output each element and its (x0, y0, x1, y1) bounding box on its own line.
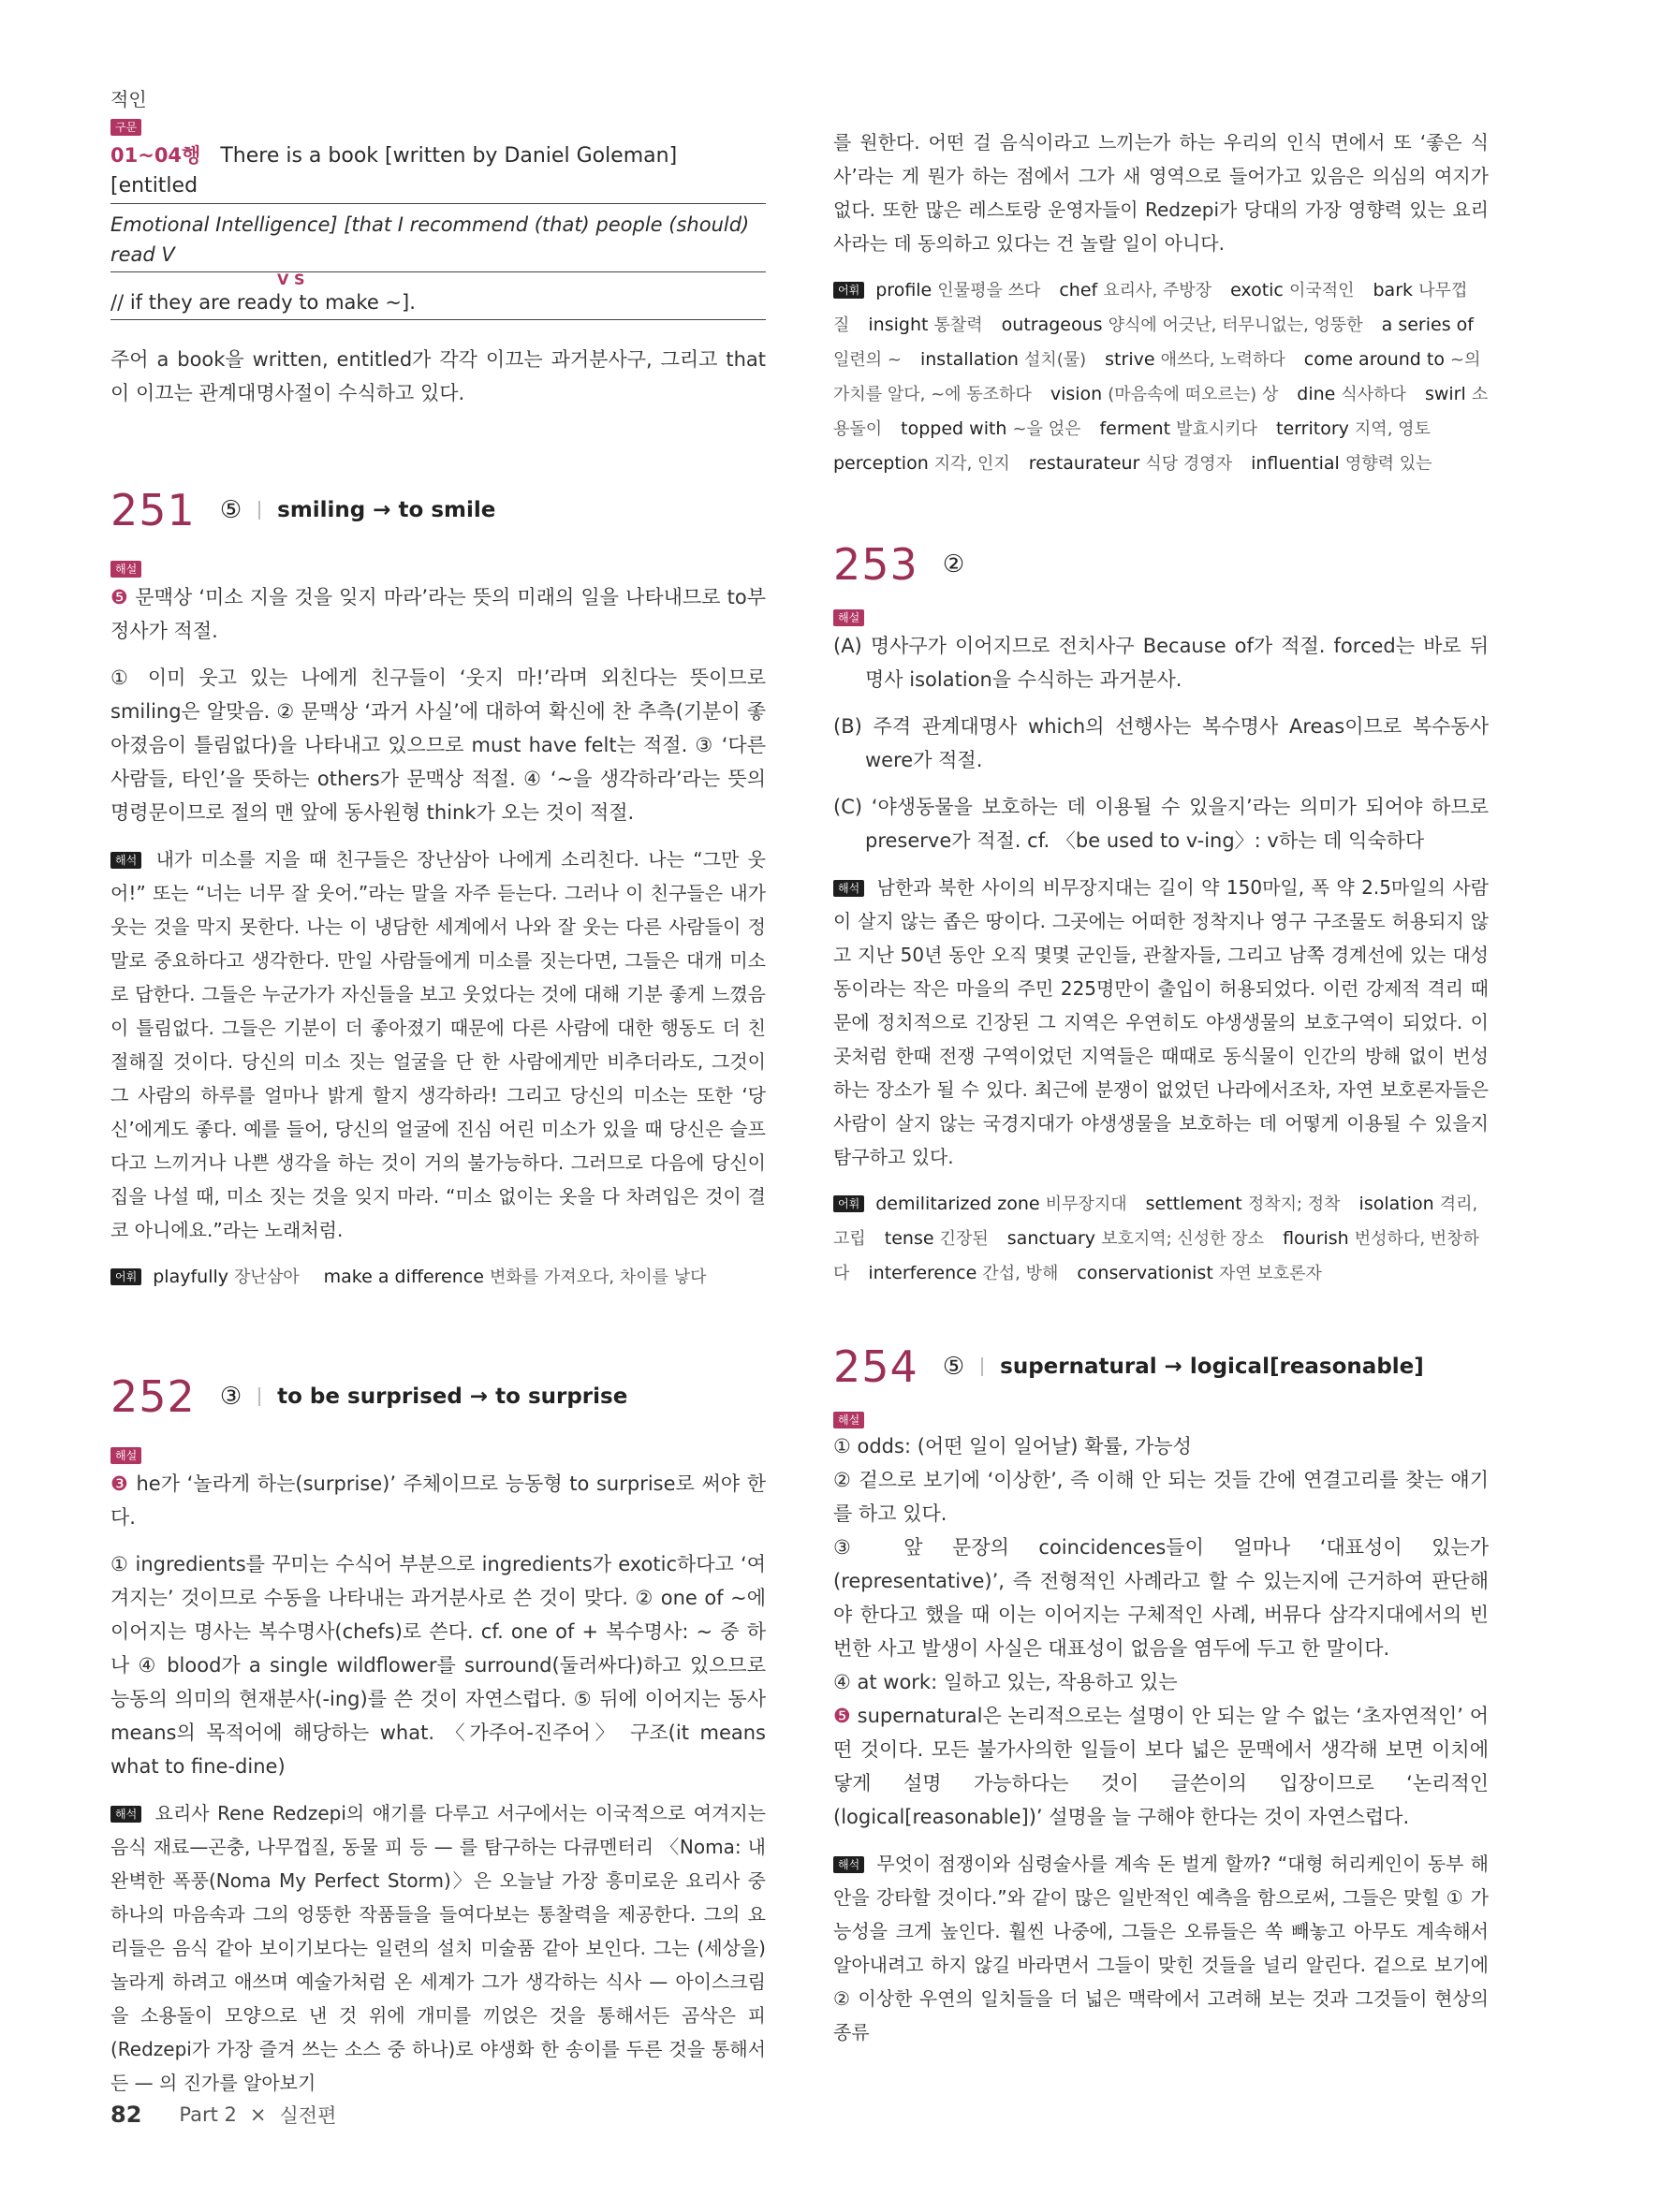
correction: supernatural → logical[reasonable] (1000, 1355, 1424, 1379)
vocab-word: demilitarized zone (875, 1194, 1040, 1214)
construct-line-1 (110, 140, 766, 204)
construct-tag: 구문 (110, 119, 141, 136)
continued-translation: 를 원한다. 어떤 걸 음식이라고 느끼는가 하는 우리의 인식 면에서 또 ‘좋은 식사’라는 게 뭔가 하는 점에서 그가 새 영역으로 들어가고 있음은 의심의 여지가 없다. 또한 많은 레스토랑 운영자들이 Redzepi가 당대의 가장 영향력 있는 요리사라는 데 동의하고 있다는 건 놀랄 일이 아니다. (833, 131, 1489, 255)
construct-line-3: // if they are ready to make ~]. (110, 287, 766, 320)
translation-tag: 해석 (833, 880, 864, 897)
vocab-word: exotic (1230, 280, 1284, 300)
explanation-b (833, 710, 1489, 777)
vocab-word: a series of (1381, 315, 1474, 335)
question-251-header (110, 482, 766, 538)
explanation-tag: 해설 (833, 609, 864, 626)
vocab-word: installation (919, 349, 1019, 370)
translation (110, 1796, 766, 2100)
vocab-word: make a difference (323, 1267, 484, 1287)
vocab-word: profile (875, 280, 932, 300)
translation-text: 요리사 Rene Redzepi의 얘기를 다루고 서구에서는 이국적으로 여겨지는 음식 재료—곤충, 나무껍질, 동물 피 등 — 를 탐구하는 다큐멘터리 〈Noma: 내 완벽한 폭풍(Noma My Perfect Storm)〉은 오늘날 가장 흥미로운 요리사 중 하나의 마음속과 그의 엉뚱한 작품들을 들여다보는 통찰력을 제공한다. 그의 요리들은 음식 같아 보이기보다는 일련의 설치 미술품 같아 보인다. 그는 (세상을) 놀라게 하려고 애쓰며 예술가처럼 온 세계가 그가 생각하는 식사 — 아이스크림을 소용돌이 모양으로 낸 것 위에 개미를 끼얹은 것을 통해서든 곰삭은 피(Redzepi가 가장 즐겨 쓰는 소스 중 하나)로 야생화 한 송이를 두른 것을 통해서든 — 의 진가를 알아보기 (110, 1802, 766, 2094)
item-label: (A) (833, 635, 862, 657)
item-label: (C) (833, 796, 863, 818)
vocab-tag: 어휘 (833, 1195, 864, 1212)
vocab-meaning: ~의 가치를 알다, ~에 동조하다 (833, 350, 1481, 404)
translation (833, 871, 1489, 1174)
vocab-word: dine (1297, 384, 1336, 404)
question-number: 251 (110, 485, 196, 535)
translation (110, 842, 766, 1247)
answer-marker: ❸ (110, 1472, 129, 1495)
item-text: 명사구가 이어지므로 전치사구 Because of가 적절. forced는 바로 뒤 명사 isolation을 수식하는 과거분사. (865, 635, 1489, 691)
vocab-meaning: ~을 얹은 (1012, 419, 1081, 439)
vocab-meaning: 요리사, 주방장 (1103, 281, 1212, 300)
vocab-word: come around to (1303, 349, 1445, 370)
explanation-4: ④ at work: 일하고 있는, 작용하고 있는 (833, 1671, 1178, 1693)
vocab-meaning: 자연 보호론자 (1218, 1264, 1322, 1283)
vocab-meaning: 지역, 영토 (1354, 419, 1431, 439)
vocab-list (110, 1260, 766, 1295)
separator-x: × (249, 2103, 267, 2126)
construct-sentence-1: There is a book [written by Daniel Goleman] [entitled (110, 144, 678, 198)
vocab-meaning: 비무장지대 (1045, 1194, 1127, 1214)
translation-text: 내가 미소를 지을 때 친구들은 장난삼아 나에게 소리친다. 나는 “그만 웃어!” 또는 “너는 너무 잘 웃어.”라는 말을 자주 듣는다. 그러나 이 친구들은 내가 웃는 것을 막지 못한다. 나는 이 냉담한 세계에서 나와 잘 웃는 다른 사람들이 정말로 중요하다고 생각한다. 만일 사람들에게 미소를 짓는다면, 그들은 대개 미소로 답한다. 그들은 누군가가 자신들을 보고 웃었다는 것에 대해 기분 좋게 느꼈음이 틀림없다. 그들은 기분이 더 좋아졌기 때문에 다른 사람에 대한 행동도 더 친절해질 것이다. 당신의 미소 짓는 얼굴을 단 한 사람에게만 비추더라도, 그것이 그 사람의 하루를 얼마나 밝게 할지 생각하라! 그리고 당신의 미소는 또한 ‘당신’에게도 좋다. 예를 들어, 당신의 얼굴에 진심 어린 미소가 있을 때 당신은 슬프다고 느끼거나 나쁜 생각을 하는 것이 거의 불가능하다. 그러므로 다음에 당신이 집을 나설 때, 미소 짓는 것을 잊지 마라. “미소 없이는 옷을 다 차려입은 것이 결코 아니에요.”라는 노래처럼. (110, 848, 766, 1241)
construct-block (110, 119, 766, 410)
section-label: 실전편 (279, 2104, 337, 2127)
vocab-meaning: 이국적인 (1288, 281, 1355, 300)
vocab-list-252 (833, 273, 1489, 481)
explanation-main (110, 1467, 766, 1534)
vocab-word: influential (1251, 453, 1340, 474)
translation-text: 남한과 북한 사이의 비무장지대는 길이 약 150마일, 폭 약 2.5마일의 사람이 살지 않는 좁은 땅이다. 그곳에는 어떠한 정착지나 영구 구조물도 허용되지 않고 지난 50년 동안 오직 몇몇 군인들, 관찰자들, 그리고 남쪽 경계선에 있는 대성동이라는 작은 마을의 주민 225명만이 출입이 허용되었다. 이런 강제적 격리 때문에 정치적으로 긴장된 그 지역은 우연히도 야생생물의 보호구역이 되었다. 이곳처럼 한때 전쟁 구역이었던 지역들은 때때로 동식물이 인간의 방해 없이 번성하는 장소가 될 수 있다. 최근에 분쟁이 없었던 나라에서조차, 자연 보호론자들은 사람이 살지 않는 국경지대가 야생생물을 보호하는 데 어떻게 이용될 수 있을지 탐구하고 있다. (833, 876, 1489, 1168)
page-number: 82 (110, 2102, 142, 2128)
correction: to be surprised → to surprise (277, 1384, 628, 1409)
explanation-1: ① odds: (어떤 일이 일어날) 확률, 가능성 (833, 1435, 1192, 1458)
construct-explanation: 주어 a book을 written, entitled가 각각 이끄는 과거분사구, 그리고 that이 이끄는 관계대명사절이 수식하고 있다. (110, 348, 766, 404)
question-253-header (833, 536, 1489, 593)
question-251 (110, 482, 766, 1295)
answer-choice: ③ (219, 1383, 242, 1411)
translation-tag: 해석 (833, 1856, 864, 1873)
vocab-meaning: 변화를 가져오다, 차이를 낳다 (489, 1267, 707, 1287)
construct-vs-label: V S (277, 271, 305, 288)
translation-tag: 해석 (110, 1806, 141, 1823)
vocab-word: playfully (153, 1267, 228, 1287)
vocab-meaning: 간섭, 방해 (982, 1264, 1059, 1283)
explanation-5 (833, 1699, 1489, 1834)
vocab-meaning: (마음속에 떠오르는) 상 (1108, 385, 1279, 404)
explanation-tag: 해설 (833, 1412, 864, 1428)
continued-word: 적인 (110, 88, 147, 110)
vocab-meaning: 영향력 있는 (1344, 454, 1432, 474)
explanation-2: ② 겉으로 보기에 ‘이상한’, 즉 이해 안 되는 것들 간에 연결고리를 찾는 얘기를 하고 있다. (833, 1469, 1489, 1525)
answer-choice: ⑤ (219, 496, 242, 524)
item-label: (B) (833, 715, 862, 738)
question-254-header (833, 1339, 1489, 1395)
vocab-meaning: 인물평을 쓰다 (937, 281, 1041, 300)
question-252-header (110, 1369, 766, 1425)
explanation-tag: 해설 (110, 561, 141, 578)
explanation-main-text: 문맥상 ‘미소 지을 것을 잊지 마라’라는 뜻의 미래의 일을 나타내므로 to부정사가 적절. (110, 586, 766, 642)
divider (258, 501, 260, 520)
vocab-meaning: 발효시키다 (1176, 419, 1258, 439)
vocab-meaning: 설치(물) (1023, 350, 1087, 370)
vocab-meaning: 장난삼아 (234, 1267, 300, 1287)
vocab-meaning: 나무껍질 (833, 281, 1468, 335)
vocab-word: bark (1373, 280, 1414, 300)
vocab-word: vision (1050, 384, 1103, 404)
construct-lines-label: 01~04행 (110, 144, 201, 167)
vocab-word: restaurateur (1028, 453, 1140, 474)
vocab-word: swirl (1424, 384, 1466, 404)
vocab-meaning: 소용돌이 (833, 385, 1489, 439)
divider (981, 1357, 983, 1376)
vocab-word: sanctuary (1006, 1228, 1096, 1249)
vocab-meaning: 양식에 어긋난, 터무니없는, 엉뚱한 (1108, 315, 1363, 335)
vocab-word: flourish (1283, 1228, 1349, 1249)
explanation-c (833, 790, 1489, 857)
part-label: Part 2 (179, 2103, 237, 2126)
answer-choice: ② (942, 550, 965, 579)
question-252 (110, 1369, 766, 2100)
answer-marker: ❺ (833, 1705, 851, 1727)
vocab-word: perception (833, 453, 929, 474)
vocab-word: settlement (1145, 1194, 1242, 1214)
question-253 (833, 536, 1489, 1291)
vocab-word: chef (1059, 280, 1098, 300)
page-footer (110, 2101, 336, 2129)
vocab-meaning: 애쓰다, 노력하다 (1160, 350, 1285, 370)
vocab-meaning: 긴장된 (939, 1229, 989, 1249)
continued-translation-block (833, 125, 1489, 481)
explanation-details: ① ingredients를 꾸미는 수식어 부분으로 ingredients가 exotic하다고 ‘여겨지는’ 것이므로 수동을 나타내는 과거분사로 쓴 것이 맞다. ② one of ~에 이어지는 명사는 복수명사(chefs)로 쓴다. cf. one of + 복수명사: ~ 중 하나 ④ blood가 a single wildflower를 surround(둘러싸다)하고 있으므로 능동의 의미의 현재분사(-ing)를 쓴 것이 자연스럽다. ⑤ 뒤에 이어지는 동사 means의 목적어에 해당하는 what. 〈가주어-진주어〉 구조(it means what to fine-dine) (110, 1553, 766, 1778)
divider (258, 1387, 260, 1406)
vocab-meaning: 번성하다, 번창하다 (833, 1229, 1479, 1283)
vocab-word: ferment (1099, 418, 1171, 439)
question-number: 252 (110, 1371, 196, 1422)
vocab-meaning: 일련의 ~ (833, 350, 902, 370)
translation-tag: 해석 (110, 852, 141, 869)
correction: smiling → to smile (277, 498, 496, 522)
vocab-word: insight (868, 315, 929, 335)
explanation-tag: 해설 (110, 1447, 141, 1464)
vocab-meaning: 정착지; 정착 (1247, 1194, 1341, 1214)
explanation-a (833, 629, 1489, 696)
explanation-main-text: he가 ‘놀라게 하는(surprise)’ 주체이므로 능동형 to surprise로 써야 한다. (110, 1472, 766, 1529)
translation (833, 1847, 1489, 2049)
question-number: 253 (833, 539, 918, 590)
explanation-main (110, 580, 766, 648)
vocab-tag: 어휘 (110, 1268, 141, 1285)
translation-text: 무엇이 점쟁이와 심령술사를 계속 돈 벌게 할까? “대형 허리케인이 동부 해안을 강타할 것이다.”와 같이 많은 일반적인 예측을 함으로써, 그들은 맞힐 ① 가능성을 크게 높인다. 훨씬 나중에, 그들은 오류들은 쏙 빼놓고 아무도 계속해서 알아내려고 하지 않길 바라면서 그들이 맞힌 것들을 널리 알린다. 겉으로 보기에 ② 이상한 우연의 일치들을 더 넓은 맥락에서 고려해 보는 것과 그것들이 현상의 종류 (833, 1853, 1489, 2044)
vocab-meaning: 보호지역; 신성한 장소 (1101, 1229, 1265, 1249)
vocab-list-253 (833, 1187, 1489, 1291)
vocab-meaning: 통찰력 (933, 315, 983, 335)
explanation-5-text: supernatural은 논리적으로는 설명이 안 되는 알 수 없는 ‘초자연적인’ 어떤 것이다. 모든 불가사의한 일들이 보다 넓은 문맥에서 생각해 보면 이치에 닿게 설명 가능하다는 것이 글쓴이의 입장이므로 ‘논리적인(logical[reasonable])’ 설명을 늘 구해야 한다는 것이 자연스럽다. (833, 1705, 1490, 1828)
vocab-word: tense (884, 1228, 934, 1249)
answer-marker: ❺ (110, 586, 129, 608)
explanation-details: ① 이미 웃고 있는 나에게 친구들이 ‘웃지 마!’라며 외친다는 뜻이므로 smiling은 알맞음. ② 문맥상 ‘과거 사실’에 대하여 확신에 찬 추측(기분이 좋아졌음이 틀림없다)을 나타내고 있으므로 must have felt는 적절. ③ ‘다른 사람들, 타인’을 뜻하는 others가 문맥상 적절. ④ ‘~을 생각하라’라는 뜻의 명령문이므로 절의 맨 앞에 동사원형 think가 오는 것이 적절. (110, 667, 766, 824)
question-254 (833, 1339, 1489, 2049)
item-text: 주격 관계대명사 which의 선행사는 복수명사 Areas이므로 복수동사 were가 적절. (865, 715, 1489, 771)
vocab-word: outrageous (1001, 315, 1103, 335)
vocab-word: strive (1105, 349, 1155, 370)
vocab-meaning: 식사하다 (1341, 385, 1406, 404)
item-text: ‘야생동물을 보호하는 데 이용될 수 있을지’라는 의미가 되어야 하므로 preserve가 적절. cf. 〈be used to v-ing〉: v하는 데 익숙하다 (865, 796, 1489, 852)
vocab-meaning: 격리, 고립 (833, 1194, 1478, 1249)
construct-line-2: Emotional Intelligence] [that I recommend (that) people (should) read V (110, 210, 766, 272)
vocab-meaning: 식당 경영자 (1145, 454, 1233, 474)
vocab-word: topped with (901, 418, 1007, 439)
question-number: 254 (833, 1341, 918, 1392)
vocab-meaning: 지각, 인지 (933, 454, 1010, 474)
vocab-word: territory (1276, 418, 1349, 439)
vocab-tag: 어휘 (833, 282, 864, 299)
vocab-word: interference (868, 1263, 977, 1283)
explanation-3: ③ 앞 문장의 coincidences들이 얼마나 ‘대표성이 있는가(representative)’, 즉 전형적인 사례라고 할 수 있는지에 근거하여 판단해야 한다고 했을 때 이는 이어지는 구체적인 사례, 버뮤다 삼각지대에서의 빈번한 사고 발생이 사실은 대표성이 없음을 염두에 두고 한 말이다. (833, 1536, 1489, 1660)
vocab-word: conservationist (1077, 1263, 1213, 1283)
answer-choice: ⑤ (942, 1353, 965, 1381)
vocab-word: isolation (1358, 1194, 1434, 1214)
